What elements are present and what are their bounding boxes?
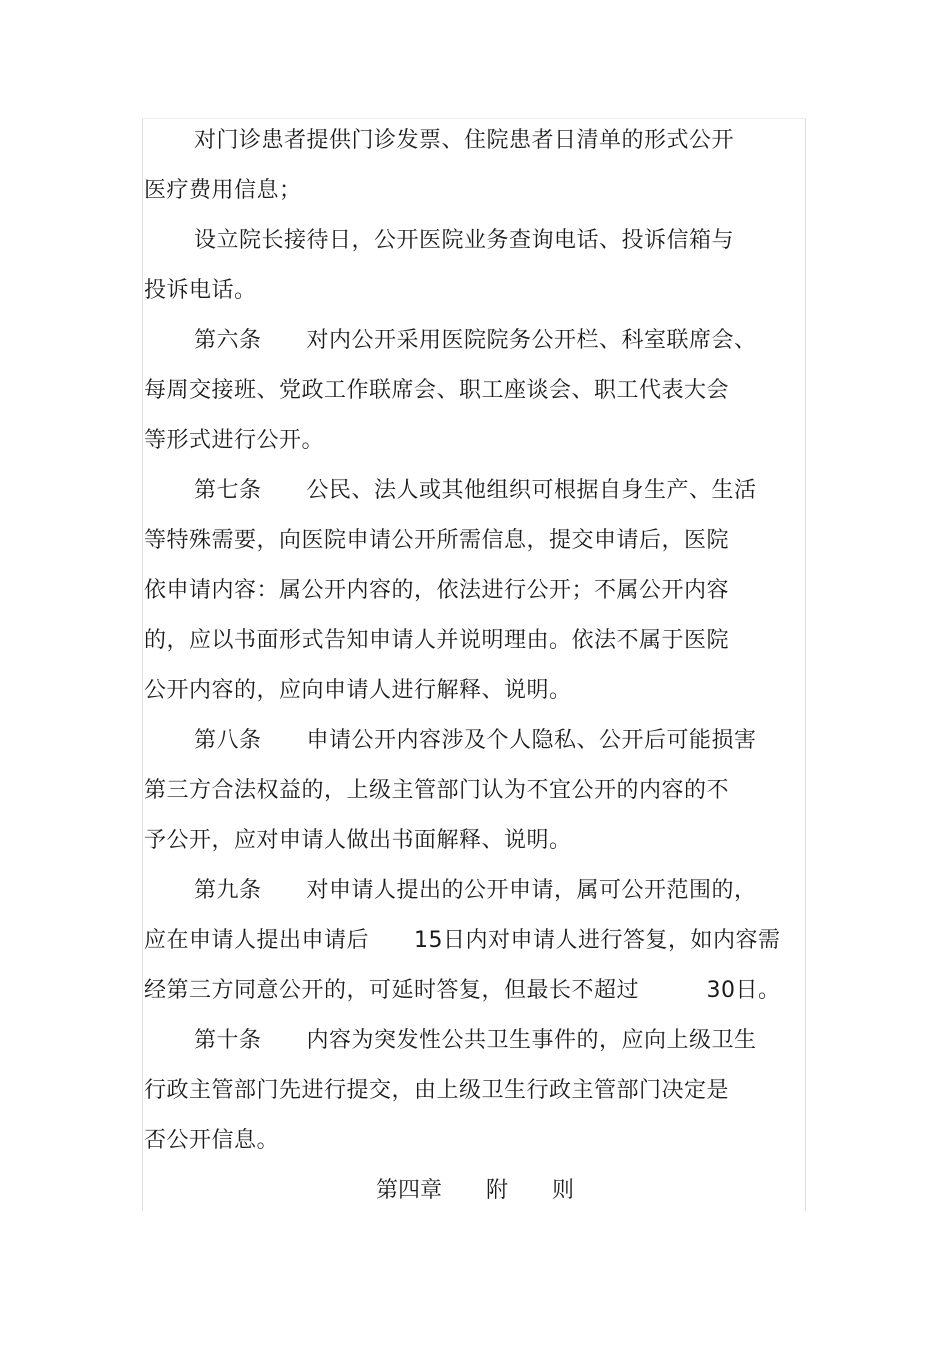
article-7-line-3: 依申请内容：属公开内容的，依法进行公开；不属公开内容 — [144, 578, 730, 603]
article-6-line-3: 等形式进行公开。 — [144, 428, 325, 453]
article-10-line-2: 行政主管部门先进行提交，由上级卫生行政主管部门决定是 — [144, 1078, 730, 1103]
text-line-1: 对门诊患者提供门诊发票、住院患者日清单的形式公开 — [194, 128, 735, 153]
article-9-line-1: 第九条 对申请人提出的公开申请，属可公开范围的， — [194, 878, 757, 903]
chapter-heading: 第四章 附 则 — [375, 1178, 574, 1203]
article-7-line-1: 第七条 公民、法人或其他组织可根据自身生产、生活 — [194, 478, 757, 503]
article-6-line-1: 第六条 对内公开采用医院院务公开栏、科室联席会、 — [194, 328, 757, 353]
article-8-line-2: 第三方合法权益的，上级主管部门认为不宜公开的内容的不 — [144, 778, 730, 803]
article-7-line-5: 公开内容的，应向申请人进行解释、说明。 — [144, 678, 572, 703]
article-10-line-3: 否公开信息。 — [144, 1128, 280, 1153]
text-line-3: 设立院长接待日，公开医院业务查询电话、投诉信箱与 — [194, 228, 735, 253]
article-7-line-4: 的，应以书面形式告知申请人并说明理由。依法不属于医院 — [144, 628, 730, 653]
text-line-2: 医疗费用信息； — [144, 178, 302, 203]
article-9-line-2: 应在申请人提出申请后 15日内对申请人进行答复，如内容需 — [144, 928, 781, 953]
article-6-line-2: 每周交接班、党政工作联席会、职工座谈会、职工代表大会 — [144, 378, 730, 403]
article-10-line-1: 第十条 内容为突发性公共卫生事件的，应向上级卫生 — [194, 1028, 757, 1053]
article-8-line-1: 第八条 申请公开内容涉及个人隐私、公开后可能损害 — [194, 728, 757, 753]
article-9-line-3: 经第三方同意公开的，可延时答复，但最长不超过 30日。 — [144, 978, 781, 1003]
article-8-line-3: 予公开，应对申请人做出书面解释、说明。 — [144, 828, 572, 853]
text-line-4: 投诉电话。 — [144, 278, 257, 303]
article-7-line-2: 等特殊需要，向医院申请公开所需信息，提交申请后，医院 — [144, 528, 730, 553]
